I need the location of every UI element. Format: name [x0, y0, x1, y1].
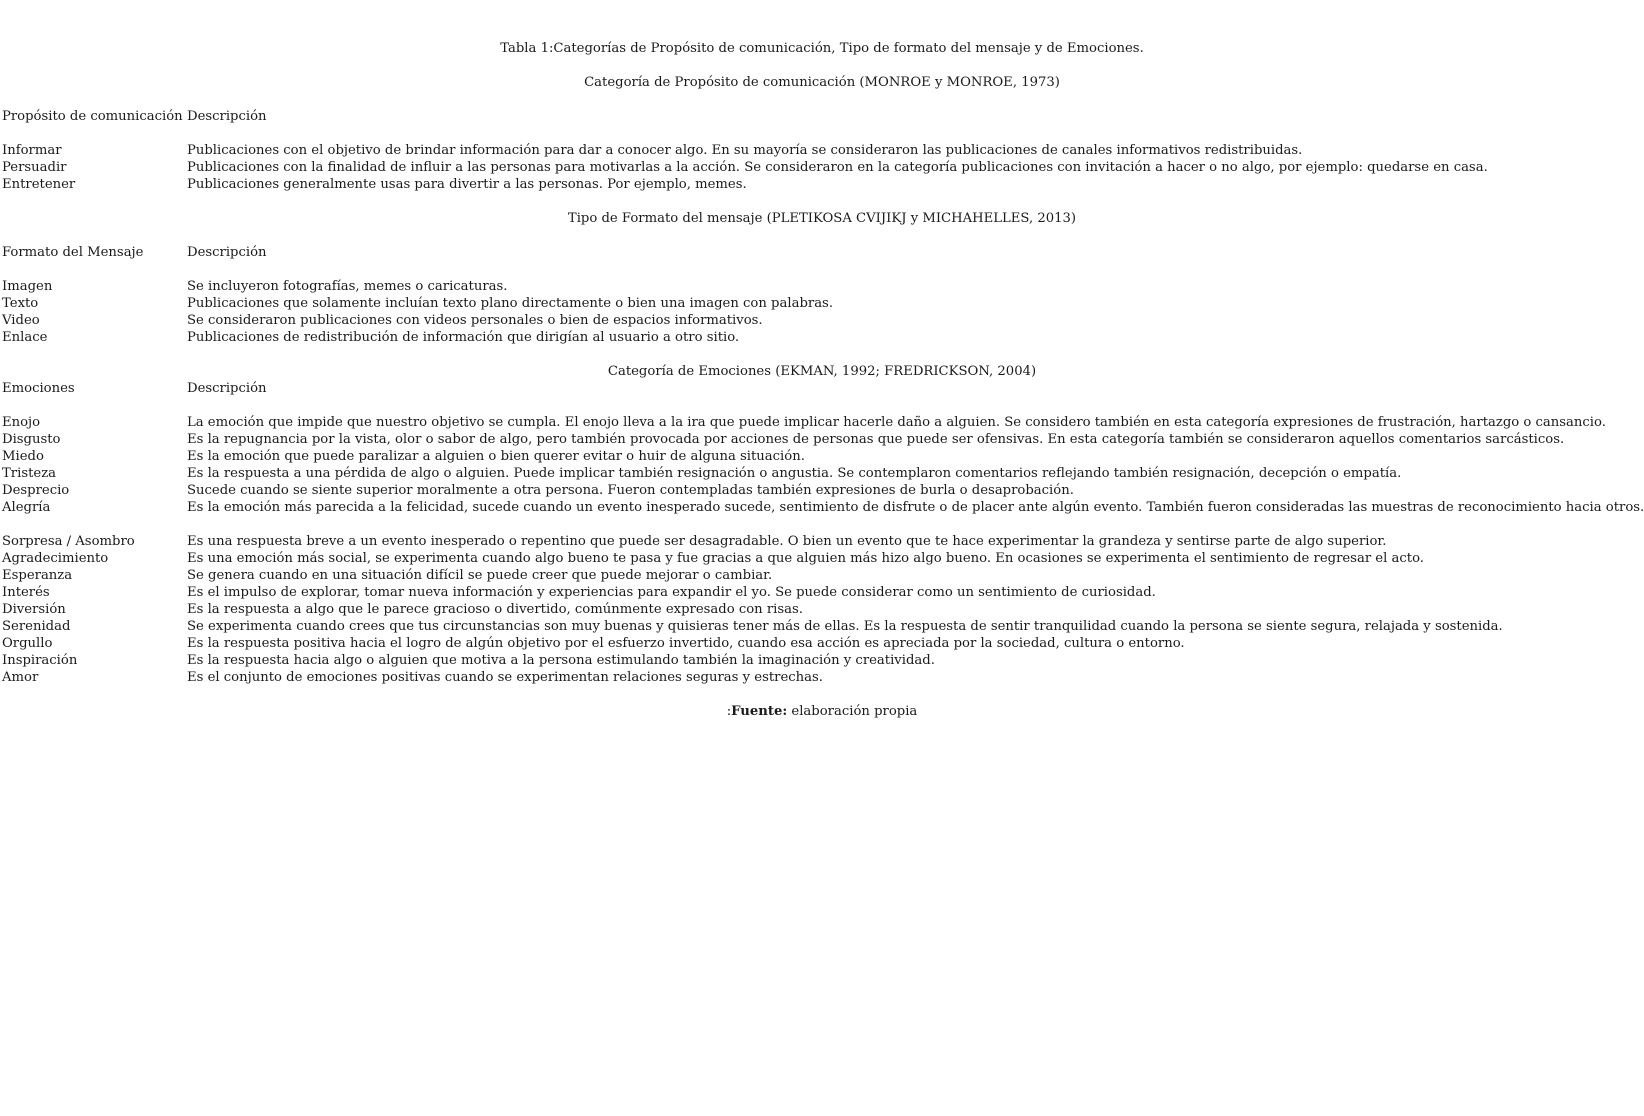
column-header: Descripción: [187, 109, 267, 124]
row-description: Se incluyeron fotografías, memes o caricaturas.: [187, 279, 508, 294]
row-description: Es una respuesta breve a un evento inesperado o repentino que puede ser desagradable. O bien un evento que te hace experimentar la grandeza y sentirse parte de algo superior.: [187, 534, 1387, 549]
row-description: Es la respuesta positiva hacia el logro de algún objetivo por el esfuerzo invertido, cuando esa acción es apreciada por la sociedad, cultura o entorno.: [187, 636, 1185, 651]
row-description: Es la repugnancia por la vista, olor o sabor de algo, pero también provocada por acciones de personas que puede ser ofensivas. En esta categoría también se consideraron aquellos comentarios sarcásticos.: [187, 432, 1565, 447]
row-category: Enojo: [2, 415, 41, 430]
row-description: Es la respuesta a algo que le parece gracioso o divertido, comúnmente expresado con risas.: [187, 602, 803, 617]
row-description: Publicaciones generalmente usas para divertir a las personas. Por ejemplo, memes.: [187, 177, 747, 192]
row-category: Tristeza: [2, 466, 56, 481]
row-description: Es una emoción más social, se experimenta cuando algo bueno te pasa y fue gracias a que alguien más hizo algo bueno. En ocasiones se experimenta el sentimiento de regresar el acto.: [187, 551, 1424, 566]
section-heading-proposito: Categoría de Propósito de comunicación (MONROE y MONROE, 1973): [584, 75, 1060, 90]
row-category: Amor: [2, 670, 39, 685]
row-description: Es la respuesta hacia algo o alguien que motiva a la persona estimulando también la imaginación y creatividad.: [187, 653, 935, 668]
row-category: Diversión: [2, 602, 66, 617]
row-category: Sorpresa / Asombro: [2, 534, 135, 549]
row-category: Inspiración: [2, 653, 78, 668]
row-category: Persuadir: [2, 160, 67, 175]
row-category: Desprecio: [2, 483, 70, 498]
row-category: Interés: [2, 585, 50, 600]
row-category: Agradecimiento: [2, 551, 109, 566]
source-note: [0, 703, 1644, 720]
row-description: Es la emoción más parecida a la felicidad, sucede cuando un evento inesperado sucede, sentimiento de disfrute o de placer ante algún evento. También fueron consideradas las muestras de reconocimiento hacia otros.: [187, 500, 1644, 515]
source-text: elaboración propia: [787, 704, 918, 719]
column-header: Propósito de comunicación: [2, 109, 183, 124]
row-description: Publicaciones con la finalidad de influir a las personas para motivarlas a la acción. Se consideraron en la categoría publicaciones con invitación a hacer o no algo, por ejemplo: quedarse en casa.: [187, 160, 1488, 175]
column-header: Descripción: [187, 381, 267, 396]
row-description: Publicaciones con el objetivo de brindar información para dar a conocer algo. En su mayoría se consideraron las publicaciones de canales informativos redistribuidas.: [187, 143, 1303, 158]
row-category: Miedo: [2, 449, 44, 464]
row-description: Publicaciones que solamente incluían texto plano directamente o bien una imagen con palabras.: [187, 296, 834, 311]
column-header: Descripción: [187, 245, 267, 260]
row-category: Esperanza: [2, 568, 73, 583]
row-description: Es la respuesta a una pérdida de algo o alguien. Puede implicar también resignación o angustia. Se contemplaron comentarios reflejando también resignación, decepción o empatía.: [187, 466, 1402, 481]
section-heading-emociones: Categoría de Emociones (EKMAN, 1992; FREDRICKSON, 2004): [607, 364, 1037, 379]
row-category: Entretener: [2, 177, 76, 192]
row-category: Orgullo: [2, 636, 53, 651]
row-description: Se experimenta cuando crees que tus circunstancias son muy buenas y quisieras tener más de ellas. Es la respuesta de sentir tranquilidad cuando la persona se siente segura, relajada y sostenida.: [187, 619, 1503, 634]
row-description: Se consideraron publicaciones con videos personales o bien de espacios informativos.: [187, 313, 763, 328]
row-category: Disgusto: [2, 432, 61, 447]
row-category: Informar: [2, 143, 62, 158]
row-category: Alegría: [2, 500, 51, 515]
table-title: Tabla 1:Categorías de Propósito de comunicación, Tipo de formato del mensaje y de Emociones.: [500, 41, 1144, 56]
row-description: Sucede cuando se siente superior moralmente a otra persona. Fueron contempladas también expresiones de burla o desaprobación.: [187, 483, 1074, 498]
source-prefix: :: [726, 704, 732, 719]
row-description: La emoción que impide que nuestro objetivo se cumpla. El enojo lleva a la ira que puede implicar hacerle daño a alguien. Se considero también en esta categoría expresiones de frustración, hartazgo o cansancio.: [187, 415, 1606, 430]
row-description: Es el conjunto de emociones positivas cuando se experimentan relaciones seguras y estrechas.: [187, 670, 823, 685]
column-header: Emociones: [2, 381, 75, 396]
row-category: Video: [2, 313, 40, 328]
row-category: Imagen: [2, 279, 53, 294]
row-description: Es la emoción que puede paralizar a alguien o bien querer evitar o huir de alguna situación.: [187, 449, 805, 464]
source-label: Fuente:: [731, 704, 788, 719]
row-description: Es el impulso de explorar, tomar nueva información y experiencias para expandir el yo. Se puede considerar como un sentimiento de curiosidad.: [187, 585, 1156, 600]
row-category: Serenidad: [2, 619, 71, 634]
row-description: Se genera cuando en una situación difícil se puede creer que puede mejorar o cambiar.: [187, 568, 773, 583]
section-heading-formato: Tipo de Formato del mensaje (PLETIKOSA CVIJIKJ y MICHAHELLES, 2013): [567, 211, 1077, 226]
row-category: Enlace: [2, 330, 48, 345]
column-header: Formato del Mensaje: [2, 245, 144, 260]
row-category: Texto: [2, 296, 39, 311]
row-description: Publicaciones de redistribución de información que dirigían al usuario a otro sitio.: [187, 330, 740, 345]
